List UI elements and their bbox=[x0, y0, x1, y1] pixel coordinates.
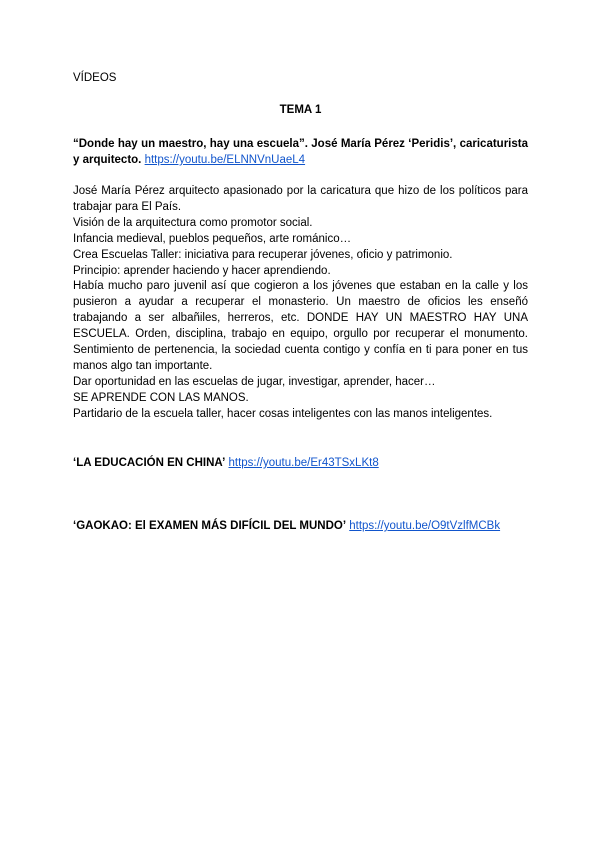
video1-entry bbox=[73, 136, 528, 168]
video3-title: ‘GAOKAO: El EXAMEN MÁS DIFÍCIL DEL MUNDO’ bbox=[73, 520, 347, 532]
paragraph: SE APRENDE CON LAS MANOS. bbox=[73, 391, 249, 404]
video1-title: “Donde hay un maestro, hay una escuela”. José María Pérez ‘Peridis’, caricaturista y arquitecto. bbox=[73, 138, 528, 166]
paragraph: Había mucho paro juvenil así que cogieron a los jóvenes que estaban en la calle y los pusieron a ayudar a recuperar el monasterio. Un maestro de oficios les enseñó trabajando a ser albañiles, herreros, etc. DONDE HAY UN MAESTRO HAY UNA ESCUELA. Orden, disciplina, trabajo en equipo, orgullo por recuperar el monumento. Sentimiento de pertenencia, la sociedad cuenta contigo y confía en ti para poner en tus manos algo tan importante. bbox=[73, 280, 528, 372]
video3-entry bbox=[73, 520, 543, 532]
video2-entry bbox=[73, 457, 543, 469]
video1-link[interactable]: https://youtu.be/ELNNVnUaeL4 bbox=[144, 154, 306, 166]
video3-link[interactable]: https://youtu.be/O9tVzlfMCBk bbox=[349, 520, 501, 532]
summary-text bbox=[73, 184, 528, 423]
video2-link[interactable]: https://youtu.be/Er43TSxLKt8 bbox=[228, 457, 379, 469]
paragraph: Visión de la arquitectura como promotor social. bbox=[73, 216, 313, 229]
paragraph: Dar oportunidad en las escuelas de jugar, investigar, aprender, hacer… bbox=[73, 375, 436, 388]
paragraph: Partidario de la escuela taller, hacer cosas inteligentes con las manos inteligentes. bbox=[73, 407, 493, 420]
paragraph: Principio: aprender haciendo y hacer aprendiendo. bbox=[73, 264, 331, 277]
section-heading: VÍDEOS bbox=[73, 72, 117, 84]
paragraph: Infancia medieval, pueblos pequeños, arte románico… bbox=[73, 232, 352, 245]
video2-title: ‘LA EDUCACIÓN EN CHINA’ bbox=[73, 457, 226, 469]
paragraph: José María Pérez arquitecto apasionado por la caricatura que hizo de los políticos para trabajar para El País. bbox=[73, 185, 528, 213]
topic-title: TEMA 1 bbox=[279, 104, 322, 116]
paragraph: Crea Escuelas Taller: iniciativa para recuperar jóvenes, oficio y patrimonio. bbox=[73, 248, 453, 261]
